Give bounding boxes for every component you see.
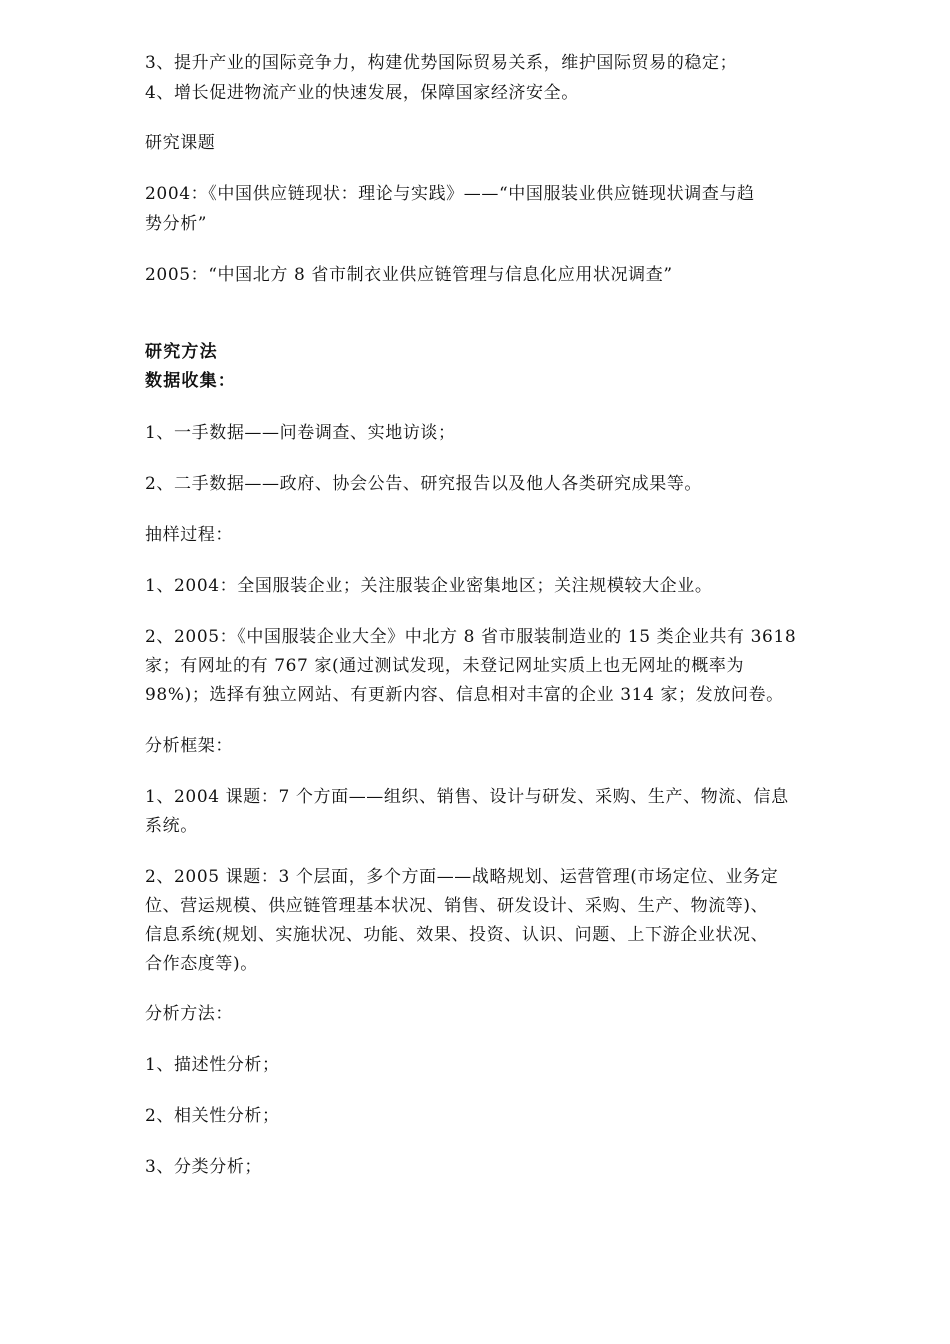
sampling-item-2-line3: 98%)；选择有独立网站、有更新内容、信息相对丰富的企业 314 家；发放问卷。: [145, 685, 784, 705]
data-collection-heading: 数据收集：: [145, 371, 236, 391]
topic-2005: 2005：“中国北方 8 省市制衣业供应链管理与信息化应用状况调查”: [145, 265, 673, 285]
sampling-item-2-line2: 家；有网址的有 767 家(通过测试发现，未登记网址实质上也无网址的概率为: [145, 656, 745, 676]
framework-item-2-line4: 合作态度等)。: [145, 954, 258, 974]
analysis-method-item-2: 2、相关性分析；: [145, 1106, 280, 1126]
framework-item-2-line1: 2、2005 课题：3 个层面，多个方面——战略规划、运营管理(市场定位、业务定: [145, 867, 779, 887]
data-collection-item-2: 2、二手数据——政府、协会公告、研究报告以及他人各类研究成果等。: [145, 474, 703, 494]
topic-2004-line1: 2004：《中国供应链现状：理论与实践》——“中国服装业供应链现状调查与趋: [145, 184, 755, 204]
research-methods-heading: 研究方法: [145, 342, 218, 362]
analysis-method-item-1: 1、描述性分析；: [145, 1055, 280, 1075]
sampling-item-1: 1、2004：全国服装企业；关注服装企业密集地区；关注规模较大企业。: [145, 576, 713, 596]
framework-item-1-line1: 1、2004 课题：7 个方面——组织、销售、设计与研发、采购、生产、物流、信息: [145, 787, 789, 807]
data-collection-item-1: 1、一手数据——问卷调查、实地访谈；: [145, 423, 456, 443]
intro-item-3: 3、提升产业的国际竞争力，构建优势国际贸易关系，维护国际贸易的稳定；: [145, 53, 738, 73]
intro-item-4: 4、增长促进物流产业的快速发展，保障国家经济安全。: [145, 83, 579, 103]
framework-item-2-line3: 信息系统(规划、实施状况、功能、效果、投资、认识、问题、上下游企业状况、: [145, 925, 769, 945]
topic-2004-line2: 势分析”: [145, 214, 208, 234]
analysis-methods-heading: 分析方法：: [145, 1004, 233, 1024]
framework-item-2-line2: 位、营运规模、供应链管理基本状况、销售、研发设计、采购、生产、物流等)、: [145, 896, 769, 916]
research-topics-heading: 研究课题: [145, 133, 216, 153]
sampling-item-2-line1: 2、2005：《中国服装企业大全》中北方 8 省市服装制造业的 15 类企业共有 3618: [145, 627, 797, 647]
framework-heading: 分析框架：: [145, 736, 233, 756]
sampling-heading: 抽样过程：: [145, 525, 233, 545]
framework-item-1-line2: 系统。: [145, 816, 198, 836]
analysis-method-item-3: 3、分类分析；: [145, 1157, 263, 1177]
